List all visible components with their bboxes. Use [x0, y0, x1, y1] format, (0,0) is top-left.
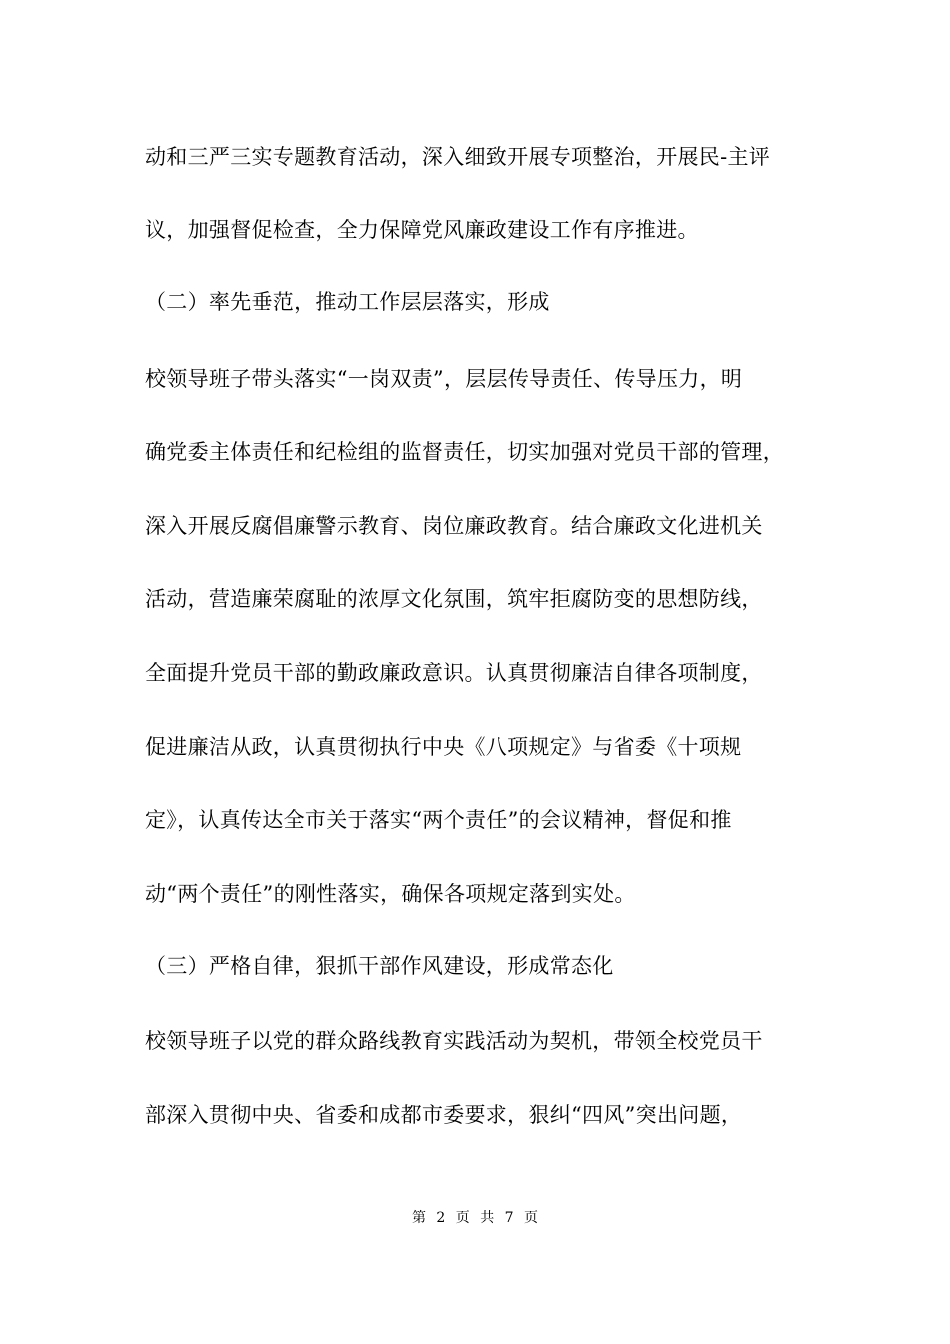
paragraph-line-5: 深入开展反腐倡廉警示教育、岗位廉政教育。结合廉政文化进机关	[145, 514, 763, 538]
section-heading-3: （三）严格自律，狠抓干部作风建设，形成常态化	[145, 954, 614, 978]
page-number-footer: 第 2 页 共 7 页	[411, 1210, 539, 1226]
paragraph-line-7: 全面提升党员干部的勤政廉政意识。认真贯彻廉洁自律各项制度，	[145, 661, 763, 685]
paragraph-line-9: 定》，认真传达全市关于落实“两个责任”的会议精神，督促和推	[145, 808, 732, 832]
paragraph-line-6: 活动，营造廉荣腐耻的浓厚文化氛围，筑牢拒腐防变的思想防线，	[145, 587, 763, 611]
paragraph-line-8: 促进廉洁从政，认真贯彻执行中央《八项规定》与省委《十项规	[145, 735, 742, 759]
paragraph-line-4: 确党委主体责任和纪检组的监督责任，切实加强对党员干部的管理，	[145, 440, 784, 464]
paragraph-line-3: 校领导班子带头落实“一岗双责”，层层传导责任、传导压力，明	[145, 367, 743, 391]
section-heading-2: （二）率先垂范，推动工作层层落实，形成	[145, 290, 550, 314]
paragraph-line-10: 动“两个责任”的刚性落实，确保各项规定落到实处。	[145, 882, 636, 906]
paragraph-line-1: 动和三严三实专题教育活动，深入细致开展专项整治，开展民-主评	[145, 145, 771, 169]
paragraph-line-12: 部深入贯彻中央、省委和成都市委要求，狠纠“四风”突出问题，	[145, 1103, 743, 1127]
paragraph-line-11: 校领导班子以党的群众路线教育实践活动为契机，带领全校党员干	[145, 1029, 763, 1053]
paragraph-line-2: 议，加强督促检查，全力保障党风廉政建设工作有序推进。	[145, 218, 699, 242]
